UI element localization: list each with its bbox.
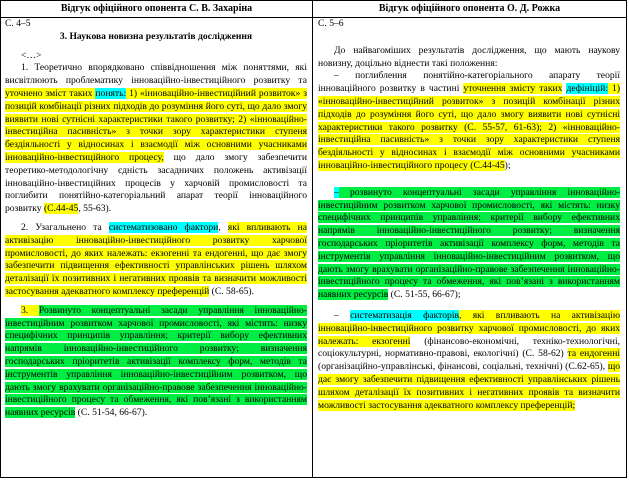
highlight-yellow: які впливають на активізацію інноваційно-інвестиційного розвитку харчової промисловості, до яких належать: екзогенні та ендогенні, що дає змогу забезпечити підвищення ефективності управлінських рішень шляхом деталізації їх позитивних і негативних проявів та визначити можливості застосування адекватного комплексу преференцій bbox=[5, 221, 307, 297]
left-page-ref: С. 4–5 bbox=[5, 18, 31, 29]
text: ); bbox=[504, 159, 511, 171]
text: (С. 51-55, 66-67); bbox=[388, 289, 461, 301]
left-paragraph-1 bbox=[5, 62, 307, 216]
highlight-cyan: систематизовано фактори bbox=[108, 221, 219, 233]
text: , bbox=[218, 221, 228, 233]
left-paragraph-2 bbox=[5, 222, 307, 299]
highlight-yellow: 1) «інноваційно-інвестиційний розвиток» з позицій комбінації різних підходів до розуміння його суті, що дало змогу виявити нові сутнісні характеристики такого розвитку; 2) «інноваційно-інвестиційна пасивність» з точки зору характеристики ступеня бездіяльності у відносинах і взаємодії між основними учасниками інноваційно-інвестиційного процесу, bbox=[5, 87, 307, 163]
highlight-yellow: уточнення змісту таких bbox=[463, 83, 563, 95]
left-ellipsis: <…> bbox=[21, 49, 42, 61]
text: – bbox=[334, 309, 351, 321]
text: 1. Теоретично впорядковано співвідношення між поняттями, які висвітлюють проблематику інноваційно-інвестиційного розвитку та bbox=[5, 62, 307, 87]
left-column bbox=[5, 18, 307, 477]
header-right-title: Відгук офіційного опонента О. Д. Рожка bbox=[313, 1, 626, 18]
text: (фінансово-економічні, техніко-технологічні, соціокультурні, нормативно-правові, екологічні) (С. 58-62) bbox=[318, 335, 620, 360]
text: , 55-63). bbox=[78, 203, 112, 215]
left-paragraph-3 bbox=[5, 305, 307, 420]
highlight-yellow: (С.44-45 bbox=[43, 203, 79, 215]
highlight-yellow: уточнено зміст таких bbox=[5, 87, 96, 99]
header-left-title: Відгук офіційного опонента С. В. Захаріна bbox=[1, 1, 312, 18]
highlight-yellow: 3. bbox=[21, 304, 39, 316]
highlight-cyan: дефініцій: bbox=[566, 83, 608, 95]
highlight-yellow: , які впливають на активізацію інноваційно-інвестиційного розвитку харчової промисловості, до яких належать: bbox=[318, 309, 620, 347]
highlight-cyan: систематизація факторів bbox=[350, 309, 460, 321]
text: (С. 51-54, 66-67). bbox=[75, 407, 148, 419]
right-page-ref: С. 5–6 bbox=[318, 18, 344, 29]
text: – поглиблення понятійно-категоріального апарату теорії інноваційного розвитку в частині bbox=[318, 70, 620, 95]
text: (С. 58-65). bbox=[209, 285, 255, 297]
highlight-green: розвинуто концептуальні засади управління інноваційно-інвестиційним розвитком харчової промисловості, які містять: низку специфічних принципів управління; критерії вибору ефективних напрямів інноваційно-інвестиційного розвитку; визначення господарських пріоритетів активізації комплексу форм, методів та інструментів управління інноваційно-інвестиційним розвитком, що дають змогу врахувати організаційно-правове забезпечення інноваційно-інвестиційного процесу та обмеження, які пов’язані з використанням наявних ресурсів bbox=[318, 186, 620, 301]
column-divider bbox=[312, 1, 313, 477]
right-paragraph-1 bbox=[318, 70, 620, 172]
highlight-cyan: – bbox=[334, 186, 339, 198]
highlight-yellow: та ендогенні bbox=[567, 348, 620, 360]
right-intro: До найвагоміших результатів дослідження, що мають наукову новизну, доцільно віднести такі положення: bbox=[318, 44, 620, 69]
highlight-yellow: 1) «інноваційно-інвестиційний розвиток» з позицій комбінації різних підходів до розуміння його суті, що дало змогу виявити нові сутнісні характеристики такого розвитку (С. 55-57, 61-63); 2) «інноваційно-інвестиційна пасивність» з точки зору характеристики ступеня бездіяльності у відносинах і взаємодії між основними учасниками інноваційно-інвестиційного процесу (С.44-45 bbox=[318, 83, 620, 171]
highlight-yellow: екзогенні bbox=[372, 335, 411, 347]
highlight-cyan: понять: bbox=[95, 87, 127, 99]
text: (організаційно-управлінські, фінансові, соціальні, технічні) (С.62-65), bbox=[318, 361, 608, 373]
highlight-yellow: що дає змогу забезпечити підвищення ефективності управлінських рішень шляхом деталізації їх позитивних і негативних проявів та визначити можливості застосування адекватного комплексу преференцій; bbox=[318, 361, 620, 411]
left-section-title: 3. Наукова новизна результатів дослідження bbox=[59, 30, 253, 42]
right-paragraph-3 bbox=[318, 310, 620, 412]
text: 2. Узагальнено та bbox=[21, 221, 109, 233]
right-paragraph-2 bbox=[318, 187, 620, 302]
text: що дало змогу забезпечити теоретико-методологічну єдність засадничих положень активізації інноваційно-інвестиційних процесів у харчовій промисловості та поглибити понятійно-категоріальний апарат теорії інноваційного розвитку bbox=[5, 151, 307, 215]
highlight-green: Розвинуто концептуальні засади управління інноваційно-інвестиційним розвитком харчової промисловості, які містять: низку специфічних принципів управління; критерії вибору ефективних напрямів інноваційно-інвестиційного розвитку; визначення господарських пріоритетів активізації комплексу форм, методів та інструментів управління інноваційно-інвестиційним розвитком, що дають змогу врахувати організаційно-правове забезпечення інноваційно-інвестиційного процесу та обмеження, які пов’язані з використанням наявних ресурсів bbox=[5, 304, 307, 419]
right-column bbox=[318, 18, 620, 477]
